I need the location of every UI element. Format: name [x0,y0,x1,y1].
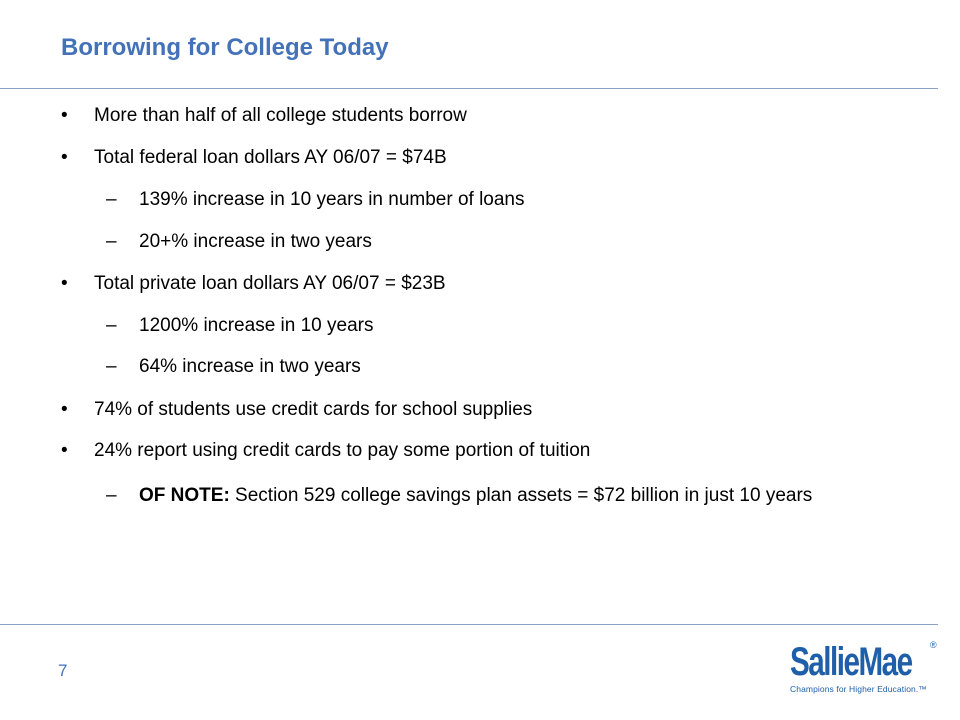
note-item [106,483,906,509]
bullet-marker: • [61,399,68,420]
sub-bullet-text: 64% increase in two years [139,356,361,377]
sub-bullet-text: 20+% increase in two years [139,231,372,252]
sub-bullet-marker: – [106,356,117,377]
bullet-text: Total federal loan dollars AY 06/07 = $74B [94,147,447,168]
bullet-text: 24% report using credit cards to pay some portion of tuition [94,440,591,461]
bottom-divider [0,624,938,625]
sub-bullet-marker: – [106,189,117,210]
bullet-marker: • [61,147,68,168]
sallie-mae-logo [790,640,940,700]
bullet-marker: • [61,273,68,294]
page-number: 7 [58,661,68,680]
logo-registered-mark: ® [930,640,937,650]
bullet-text: 74% of students use credit cards for school supplies [94,399,533,420]
bullet-marker: • [61,440,68,461]
sub-bullet-text: 139% increase in 10 years in number of loans [139,189,525,210]
sub-bullet-marker: – [106,231,117,252]
note-body [139,483,901,509]
slide-title: Borrowing for College Today [61,34,389,61]
bullet-marker: • [61,105,68,126]
bullet-text: More than half of all college students borrow [94,105,467,126]
sub-bullet-text: 1200% increase in 10 years [139,315,374,336]
sub-bullet-marker: – [106,315,117,336]
note-label: OF NOTE: [139,485,230,506]
note-text: Section 529 college savings plan assets = $72 billion in just 10 years [229,485,813,506]
note-marker: – [106,485,117,506]
bullet-text: Total private loan dollars AY 06/07 = $23B [94,273,446,294]
logo-tagline: Champions for Higher Education.™ [790,684,927,694]
logo-wordmark: SallieMae [790,640,912,684]
